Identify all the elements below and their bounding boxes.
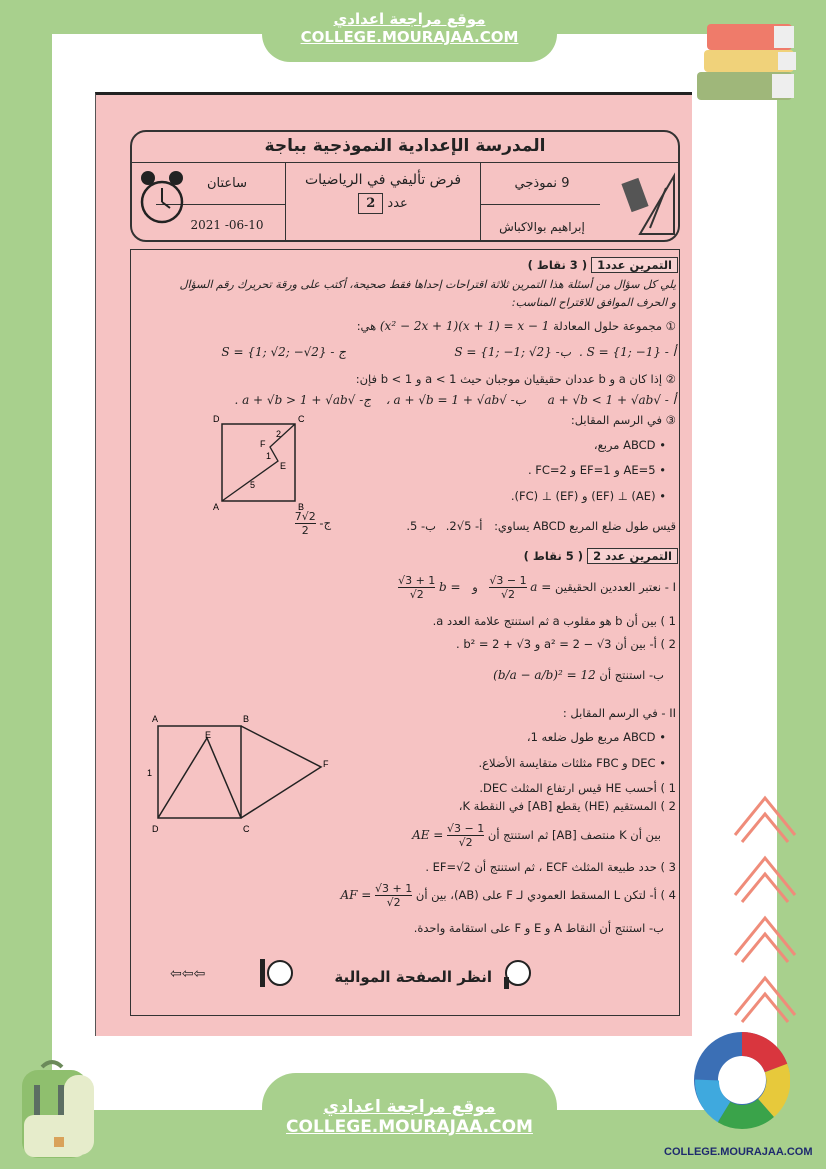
ex1-points: ( 3 نقاط ): [527, 258, 588, 272]
top-banner[interactable]: [262, 0, 557, 62]
fig1-label-C: C: [298, 414, 305, 424]
ex2-figure: [145, 712, 345, 837]
site-logo-icon: [694, 1020, 790, 1140]
ex1-q3-question-text: قيس طول ضلع المربع ABCD يساوي:: [494, 519, 676, 533]
bottom-banner-arabic: موقع مراجعة اعدادي: [323, 1097, 496, 1117]
ex2-part1: [398, 574, 676, 601]
ex1-q3-option-c-fraction: [295, 510, 316, 537]
ex2-s4b: ب- استنتج أن النقاط A و E و F على استقامة واحدة.: [413, 921, 664, 935]
ex2-q2b-text: ب- استنتج أن: [599, 668, 664, 682]
ex2-a-fraction: [489, 574, 526, 601]
ex1-intro-2: و الحرف الموافق للاقتراح المناسب:: [511, 296, 676, 309]
ex2-and: و: [472, 580, 478, 594]
geometry-tools-icon: [620, 168, 678, 238]
ex2-q2: 2 ) أ- بين أن a² = 2 − √3 و b² = 2 + √3 .: [456, 637, 676, 651]
duration: ساعتان: [206, 176, 248, 191]
fig1-label-E: E: [280, 461, 287, 471]
fig2-label-F: F: [323, 759, 329, 769]
exam-number: [287, 196, 479, 211]
bottom-banner-url[interactable]: COLLEGE.MOURAJAA.COM: [286, 1117, 533, 1137]
fig2-label-D: D: [152, 824, 159, 834]
ex1-q3: ③ في الرسم المقابل:: [570, 413, 676, 427]
cartoon-mascot-icon: [500, 955, 540, 991]
frame-left: [0, 0, 52, 1169]
ex2-s2: 2 ) المستقيم (HE) يقطع [AB] في النقطة K،: [458, 799, 676, 813]
top-banner-arabic: موقع مراجعة اعدادي: [333, 10, 486, 28]
ex1-q1-equation: (x² − 2x + 1)(x + 1) = x − 1: [379, 319, 550, 333]
bottom-banner[interactable]: [262, 1073, 557, 1169]
ex2-title: التمرين عدد 2: [587, 548, 678, 564]
ex1-q3-option-c-label: ج-: [319, 516, 331, 530]
fig1-label-D: D: [213, 414, 220, 424]
ex2-b-fraction: [398, 574, 435, 601]
ex1-q3-option-b: ب- 5.: [406, 519, 436, 533]
fig1-length-1: 1: [266, 451, 272, 461]
class-level: 9 نموذجي: [514, 176, 570, 191]
ex2-points: ( 5 نقاط ): [523, 549, 584, 563]
ex2-s2b: [412, 822, 661, 849]
fraction-denominator: √2: [386, 896, 401, 909]
fig2-label-C: C: [243, 824, 250, 834]
fig2-label-E: E: [205, 730, 212, 740]
ex2-s4-text: 4 ) أ- لتكن L المسقط العمودي لـ F على (AB)، بين أن: [415, 888, 676, 902]
next-page-note: انظر الصفحة الموالية: [334, 968, 492, 986]
ex1-q2-option-c: ج- √a + √b > 1 + √ab .: [234, 393, 371, 407]
ex1-square-figure: [210, 412, 310, 512]
alarm-clock-icon: [136, 166, 188, 230]
fig2-label-A: A: [152, 714, 159, 724]
ex2-s1: 1 ) أحسب HE قيس ارتفاع المثلث DEC.: [479, 781, 676, 795]
fraction-numerator: √3 + 1: [398, 574, 436, 587]
ex1-q3-bullet-3: • (AE) ⊥ (EF) و (EF) ⊥ (FC).: [510, 489, 666, 503]
ex2-header: [524, 548, 678, 564]
ex1-q3-bullet-1: • ABCD مربع،: [593, 438, 666, 452]
ex1-q1-option-a: أ - S = {1; −1} .: [578, 345, 676, 359]
ex1-q2-option-a: أ - √a + √b < 1 + √ab: [547, 393, 676, 407]
ex1-q3-option-c: [295, 510, 331, 537]
ex2-part2: II - في الرسم المقابل :: [562, 706, 676, 720]
fraction-numerator: √3 + 1: [375, 882, 413, 895]
fraction-numerator: √3 − 1: [447, 822, 485, 835]
fraction-numerator: √3 − 1: [489, 574, 527, 587]
fraction-numerator: 7√2: [294, 510, 316, 523]
site-logo-text: COLLEGE.MOURAJAA.COM: [664, 1146, 813, 1158]
fraction-denominator: √2: [501, 588, 516, 601]
ex1-intro-1: يلي كل سؤال من أسئلة هذا التمرين ثلاثة اقتراحات إحداها فقط صحيحة، أكتب على ورقة تحريرك رقم السؤال: [179, 278, 676, 291]
ex1-header: [528, 257, 678, 273]
books-icon: [692, 12, 802, 102]
ex2-a-label: a =: [530, 580, 552, 594]
top-banner-url[interactable]: COLLEGE.MOURAJAA.COM: [300, 28, 519, 46]
school-name: المدرسة الإعدادية النموذجية بباجة: [264, 136, 546, 156]
fig1-label-B: B: [298, 502, 305, 512]
fig1-length-2: 2: [276, 429, 282, 439]
ex2-s3: 3 ) حدد طبيعة المثلث ECF ، ثم استنتج أن EF=√2 .: [425, 860, 676, 874]
ex1-q3-question: [446, 519, 676, 533]
exam-date: 2021 -06-10: [190, 218, 264, 232]
ex1-q2-option-b: ب- √a + √b = 1 + √ab ،: [385, 393, 526, 407]
exam-header: [130, 130, 680, 242]
ex2-q2b-equation: (b/a − a/b)² = 12: [493, 668, 596, 682]
ex2-s2b-label: AE =: [412, 828, 444, 842]
next-page-arrows: ⇦⇦⇦: [170, 966, 206, 982]
ex2-q1: 1 ) بين أن b هو مقلوب a ثم استنتج علامة العدد a.: [432, 614, 676, 628]
exam-number-value: 2: [358, 193, 383, 214]
fraction-denominator: √2: [458, 836, 473, 849]
fig1-label-A: A: [213, 502, 220, 512]
ex1-q1: [357, 319, 676, 333]
ex2-s4: [340, 882, 676, 909]
ex2-bullet-2: • DEC و FBC مثلثات متقايسة الأضلاع.: [478, 756, 666, 770]
exam-title: فرض تأليفي في الرياضيات: [304, 172, 462, 188]
fig1-length-5: 5: [250, 480, 256, 490]
ex1-q1-option-b: ب- S = {1; −1; √2}: [454, 345, 571, 359]
ex1-q1-option-c: ج - S = {1; √2; −√2}: [221, 345, 346, 359]
fraction-denominator: √2: [409, 588, 424, 601]
ex1-q1-end: هي:: [356, 319, 377, 333]
fig1-label-F: F: [260, 439, 266, 449]
ex1-title: التمرين عدد1: [591, 257, 678, 273]
fig2-label-B: B: [243, 714, 250, 724]
ex2-s2b-fraction: [447, 822, 484, 849]
ex2-bullet-1: • ABCD مربع طول ضلعه 1،: [526, 730, 666, 744]
chevrons-decoration-icon: [730, 790, 800, 1040]
ex1-q2: ② إذا كان a و b عددان حقيقيان موجبان حيث a < 1 و b < 1 فإن:: [355, 372, 676, 386]
ex2-s4-fraction: [375, 882, 412, 909]
ex2-q2b: [493, 668, 664, 682]
ex1-q3-bullet-2: • AE=5 و EF=1 و FC=2 .: [527, 463, 666, 477]
ex2-s2b-text: بين أن K منتصف [AB] ثم استنتج أن: [487, 828, 661, 842]
fig2-side-length: 1: [147, 768, 153, 778]
ex2-part1-text: I - نعتبر العددين الحقيقين: [554, 580, 676, 594]
ex2-s4-label: AF =: [340, 888, 372, 902]
backpack-icon: [12, 1055, 112, 1163]
fraction-denominator: 2: [301, 524, 309, 537]
exam-number-label: عدد: [387, 196, 408, 211]
ex2-b-label: b =: [438, 580, 461, 594]
ex1-q3-option-a: أ- 5√2.: [445, 519, 483, 533]
teacher-name: إبراهيم بوالاكباش: [499, 220, 585, 234]
cartoon-mascot-icon: [258, 955, 298, 991]
ex1-q1-text: ① مجموعة حلول المعادلة: [553, 319, 676, 333]
